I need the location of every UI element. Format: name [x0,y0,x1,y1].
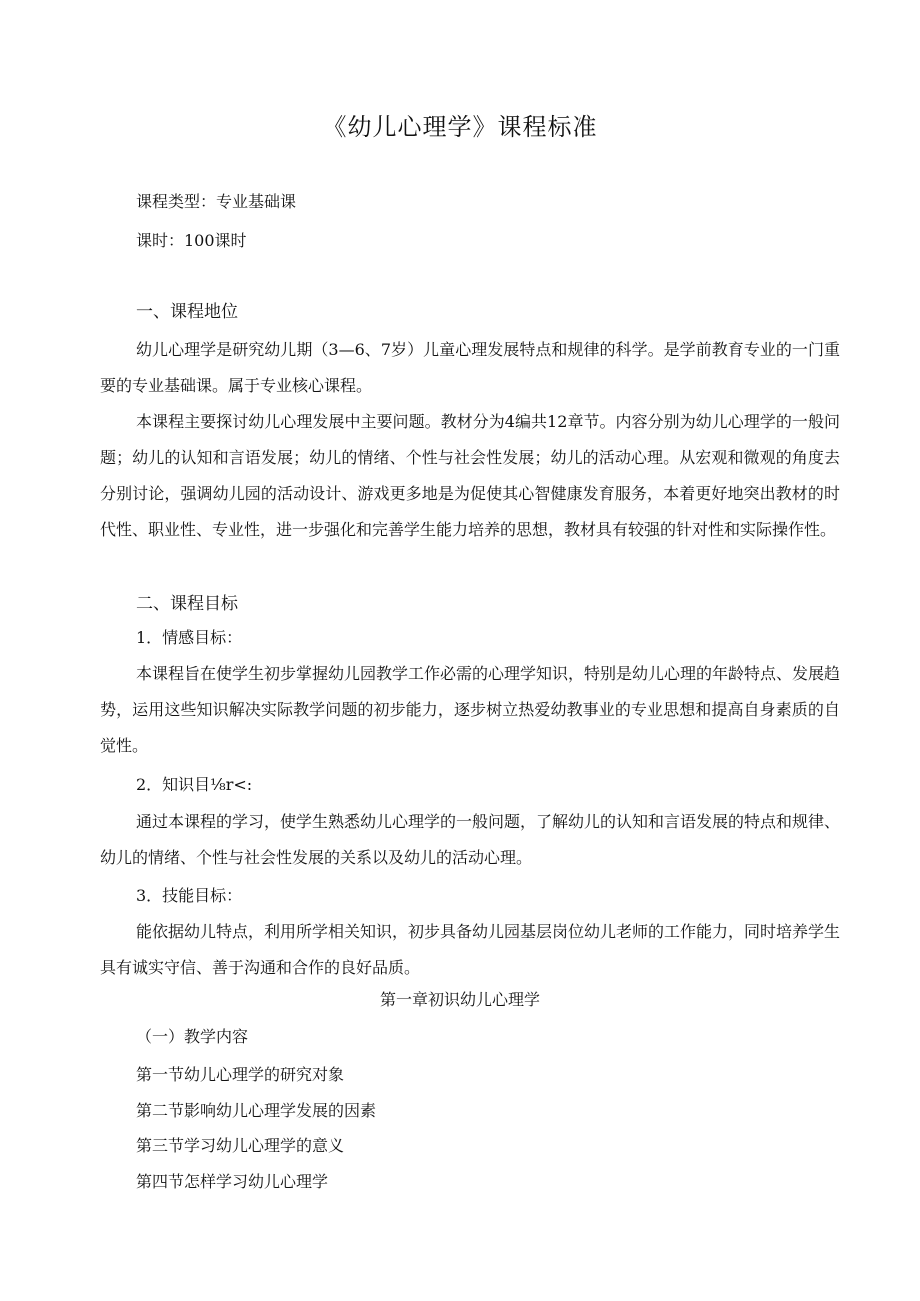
section-1-paragraph-2: 本课程主要探讨幼儿心理发展中主要问题。教材分为4编共12章节。内容分别为幼儿心理学的一般问题；幼儿的认知和言语发展；幼儿的情绪、个性与社会性发展；幼儿的活动心理。从宏观和微观的角度去分别讨论，强调幼儿园的活动设计、游戏更多地是为促使其心智健康发育服务，本着更好地突出教材的时代性、职业性、专业性，进一步强化和完善学生能力培养的思想，教材具有较强的针对性和实际操作性。 [100,412,840,539]
section-1-paragraph-1: 幼儿心理学是研究幼儿期（3—6、7岁）儿童心理发展特点和规律的科学。是学前教育专业的一门重要的专业基础课。属于专业核心课程。 [100,340,840,395]
chapter-1-heading: 第一章初识幼儿心理学 [379,990,540,1009]
document-title: 《幼儿心理学》课程标准 [322,113,598,141]
section-1-heading: 一、课程地位 [136,302,238,322]
goal-3-text: 能依据幼儿特点，利用所学相关知识，初步具备幼儿园基层岗位幼儿老师的工作能力，同时培养学生具有诚实守信、善于沟通和合作的良好品质。 [100,922,841,977]
chapter-1-item: 第二节影响幼儿心理学发展的因素 [136,1101,377,1120]
goal-3-label: 3．技能目标： [136,886,243,905]
section-2-heading: 二、课程目标 [136,594,238,614]
chapter-1-item: 第一节幼儿心理学的研究对象 [136,1065,345,1084]
course-hours: 课时：100课时 [136,231,247,250]
goal-2-label: 2．知识目⅛r<: [136,775,253,794]
goal-2-text: 通过本课程的学习，使学生熟悉幼儿心理学的一般问题，了解幼儿的认知和言语发展的特点和规律、幼儿的情绪、个性与社会性发展的关系以及幼儿的活动心理。 [100,812,841,867]
goal-1-label: 1．情感目标： [136,628,243,647]
goal-1-text: 本课程旨在使学生初步掌握幼儿园教学工作必需的心理学知识，特别是幼儿心理的年龄特点、发展趋势，运用这些知识解决实际教学问题的初步能力，逐步树立热爱幼教事业的专业思想和提高自身素质的自觉性。 [100,664,841,755]
course-type: 课程类型：专业基础课 [136,192,297,211]
chapter-1-item: 第四节怎样学习幼儿心理学 [136,1172,329,1191]
chapter-1-item: 第三节学习幼儿心理学的意义 [136,1136,345,1155]
teaching-content-heading: （一）教学内容 [136,1027,249,1046]
